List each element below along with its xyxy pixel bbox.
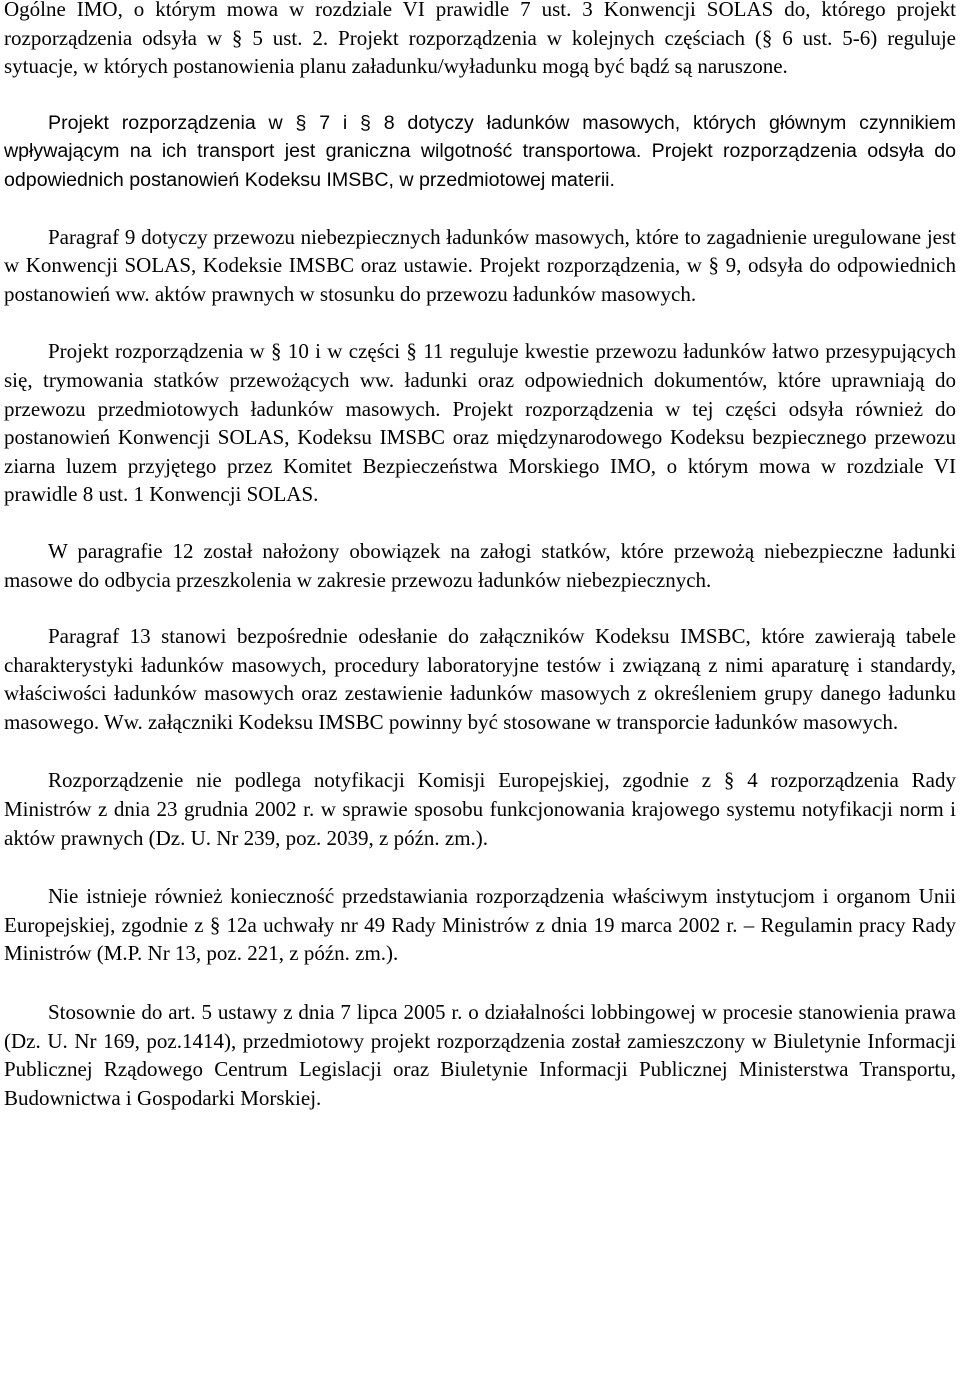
paragraph-solas-rule-7: Ogólne IMO, o którym mowa w rozdziale VI prawidle 7 ust. 3 Konwencji SOLAS do, którego projekt rozporządzenia odsyła w § 5 ust. 2. Projekt rozporządzenia w kolejnych częściach (§ 6 ust. 5-6) reguluje sytuacje, w których postanowienia planu załadunku/wyładunku mogą być bądź są naruszone. bbox=[4, 0, 956, 79]
document-page bbox=[4, 0, 956, 1112]
paragraph-dangerous-cargo: Paragraf 9 dotyczy przewozu niebezpiecznych ładunków masowych, które to zagadnienie uregulowane jest w Konwencji SOLAS, Kodeksie IMSBC oraz ustawie. Projekt rozporządzenia, w § 9, odsyła do odpowiednich postanowień ww. aktów prawnych w stosunku do przewozu ładunków masowych. bbox=[4, 224, 956, 306]
paragraph-grain-cargo: Projekt rozporządzenia w § 10 i w części § 11 reguluje kwestie przewozu ładunków łatwo przesypujących się, trymowania statków przewożących ww. ładunki oraz odpowiednich dokumentów, które uprawniają do przewozu przedmiotowych ładunków masowych. Projekt rozporządzenia w tej części odsyła również do postanowień Konwencji SOLAS, Kodeksu IMSBC oraz międzynarodowego Kodeksu bezpiecznego przewozu ziarna luzem przyjętego przez Komitet Bezpieczeństwa Morskiego IMO, o którym mowa w rozdziale VI prawidle 8 ust. 1 Konwencji SOLAS. bbox=[4, 339, 956, 507]
paragraph-eu-institutions: Nie istnieje również konieczność przedstawiania rozporządzenia właściwym instytucjom i organom Unii Europejskiej, zgodnie z § 12a uchwały nr 49 Rady Ministrów z dnia 19 marca 2002 r. – Regulamin pracy Rady Ministrów (M.P. Nr 13, poz. 221, z późn. zm.). bbox=[4, 884, 956, 966]
paragraph-ec-notification: Rozporządzenie nie podlega notyfikacji Komisji Europejskiej, zgodnie z § 4 rozporządzenia Rady Ministrów z dnia 23 grudnia 2002 r. w sprawie sposobu funkcjonowania krajowego systemu notyfikacji norm i aktów prawnych (Dz. U. Nr 239, poz. 2039, z późn. zm.). bbox=[4, 768, 956, 850]
paragraph-imsbc-annexes: Paragraf 13 stanowi bezpośrednie odesłanie do załączników Kodeksu IMSBC, które zawierają tabele charakterystyki ładunków masowych, procedury laboratoryjne testów i związaną z nimi aparaturę i standardy, właściwości ładunków masowych oraz zestawienie ładunków masowych z określeniem grupy danego ładunku masowego. Ww. załączniki Kodeksu IMSBC powinny być stosowane w transporcie ładunków masowych. bbox=[4, 624, 956, 734]
paragraph-crew-training: W paragrafie 12 został nałożony obowiązek na załogi statków, które przewożą niebezpieczne ładunki masowe do odbycia przeszkolenia w zakresie przewozu ładunków niebezpiecznych. bbox=[4, 538, 956, 592]
paragraph-moisture-limit: Projekt rozporządzenia w § 7 i § 8 dotyczy ładunków masowych, których głównym czynnikiem wpływającym na ich transport jest graniczna wilgotność transportowa. Projekt rozporządzenia odsyła do odpowiednich postanowień Kodeksu IMSBC, w przedmiotowej materii. bbox=[4, 111, 956, 191]
paragraph-lobbying-act: Stosownie do art. 5 ustawy z dnia 7 lipca 2005 r. o działalności lobbingowej w procesie stanowienia prawa (Dz. U. Nr 169, poz.1414), przedmiotowy projekt rozporządzenia został zamieszczony w Biuletynie Informacji Publicznej Rządowego Centrum Legislacji oraz Biuletynie Informacji Publicznej Ministerstwa Transportu, Budownictwa i Gospodarki Morskiej. bbox=[4, 1000, 956, 1110]
